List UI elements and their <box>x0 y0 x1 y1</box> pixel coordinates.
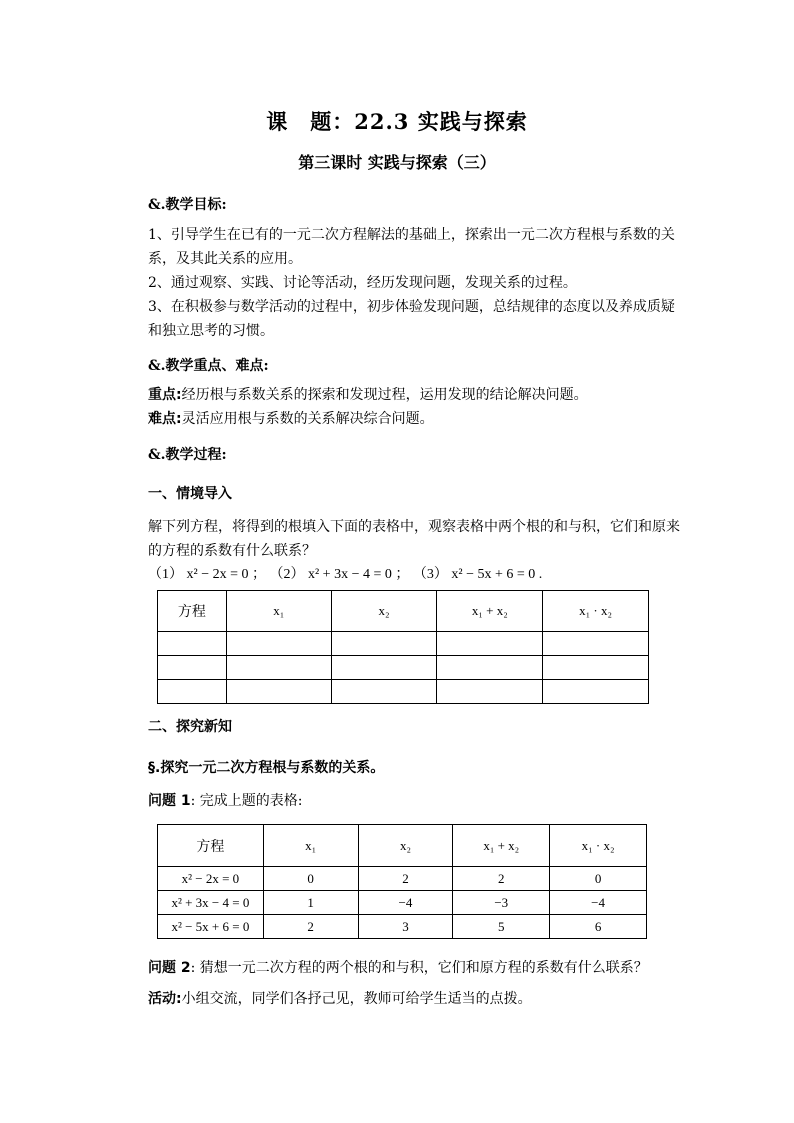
table-row: x² − 5x + 6 = 0 2 3 5 6 <box>158 915 647 939</box>
header-x1: x₁ <box>226 591 331 632</box>
intro-equations: （1） x² − 2x = 0 ； （2） x² + 3x − 4 = 0 ； （3） x² − 5x + 6 = 0 . <box>148 567 543 582</box>
filled-roots-table <box>157 824 647 939</box>
intro-text: 解下列方程，将得到的根填入下面的表格中，观察表格中两个根的和与积，它们和原来的方程的系数有什么联系？ <box>148 519 680 559</box>
q2-label: 问题 2 <box>148 960 191 976</box>
q2-text: : 猜想一元二次方程的两个根的和与积，它们和原方程的系数有什么联系？ <box>190 960 648 976</box>
diff-text: 灵活应用根与系数的关系解决综合问题。 <box>181 411 434 427</box>
key-label: 重点: <box>148 387 182 403</box>
q1-text: : 完成上题的表格: <box>190 793 303 809</box>
process-heading: &.教学过程: <box>148 447 227 463</box>
difficult-point <box>148 407 434 431</box>
goal-item-2: 2、通过观察、实践、讨论等活动，经历发现问题，发现关系的过程。 <box>148 275 577 291</box>
header-x1: x₁ <box>263 825 358 867</box>
table-row <box>158 632 649 656</box>
q1-label: 问题 1 <box>148 793 191 809</box>
table-row <box>158 656 649 680</box>
goal-item-3: 3、在积极参与数学活动的过程中，初步体验发现问题，总结规律的态度以及养成质疑和独立思考的习惯。 <box>148 299 675 339</box>
question-2 <box>148 956 648 980</box>
goals-heading: &.教学目标: <box>148 197 227 213</box>
page-subtitle: 第三课时 实践与探索（三） <box>298 153 496 172</box>
table-row <box>158 680 649 704</box>
header-sum: x₁ + x₂ <box>437 591 543 632</box>
page-title: 课 题：22.3 实践与探索 <box>266 109 528 134</box>
table-row: x² + 3x − 4 = 0 1 −4 −3 −4 <box>158 891 647 915</box>
table-header-row <box>158 591 649 632</box>
header-product: x₁ · x₂ <box>550 825 647 867</box>
header-equation: 方程 <box>158 825 264 867</box>
question-1 <box>148 789 303 813</box>
empty-roots-table <box>157 590 649 704</box>
explore-sub-heading: §.探究一元二次方程根与系数的关系。 <box>148 760 385 776</box>
activity-label: 活动: <box>148 991 182 1007</box>
table-header-row <box>158 825 647 867</box>
diff-label: 难点: <box>148 411 182 427</box>
table-row: x² − 2x = 0 0 2 2 0 <box>158 867 647 891</box>
key-text: 经历根与系数关系的探索和发现过程，运用发现的结论解决问题。 <box>181 387 588 403</box>
header-x2: x₂ <box>358 825 453 867</box>
header-equation: 方程 <box>158 591 227 632</box>
header-sum: x₁ + x₂ <box>453 825 550 867</box>
intro-heading: 一、情境导入 <box>148 486 232 502</box>
explore-heading: 二、探究新知 <box>148 719 232 735</box>
key-point <box>148 383 588 407</box>
header-x2: x₂ <box>331 591 437 632</box>
goal-item-1: 1、引导学生在已有的一元二次方程解法的基础上，探索出一元二次方程根与系数的关系，及其此关系的应用。 <box>148 227 675 267</box>
keypoints-heading: &.教学重点、难点: <box>148 358 269 374</box>
activity-text: 小组交流，同学们各抒己见，教师可给学生适当的点拨。 <box>181 991 532 1007</box>
activity <box>148 987 532 1011</box>
header-product: x₁ · x₂ <box>543 591 649 632</box>
